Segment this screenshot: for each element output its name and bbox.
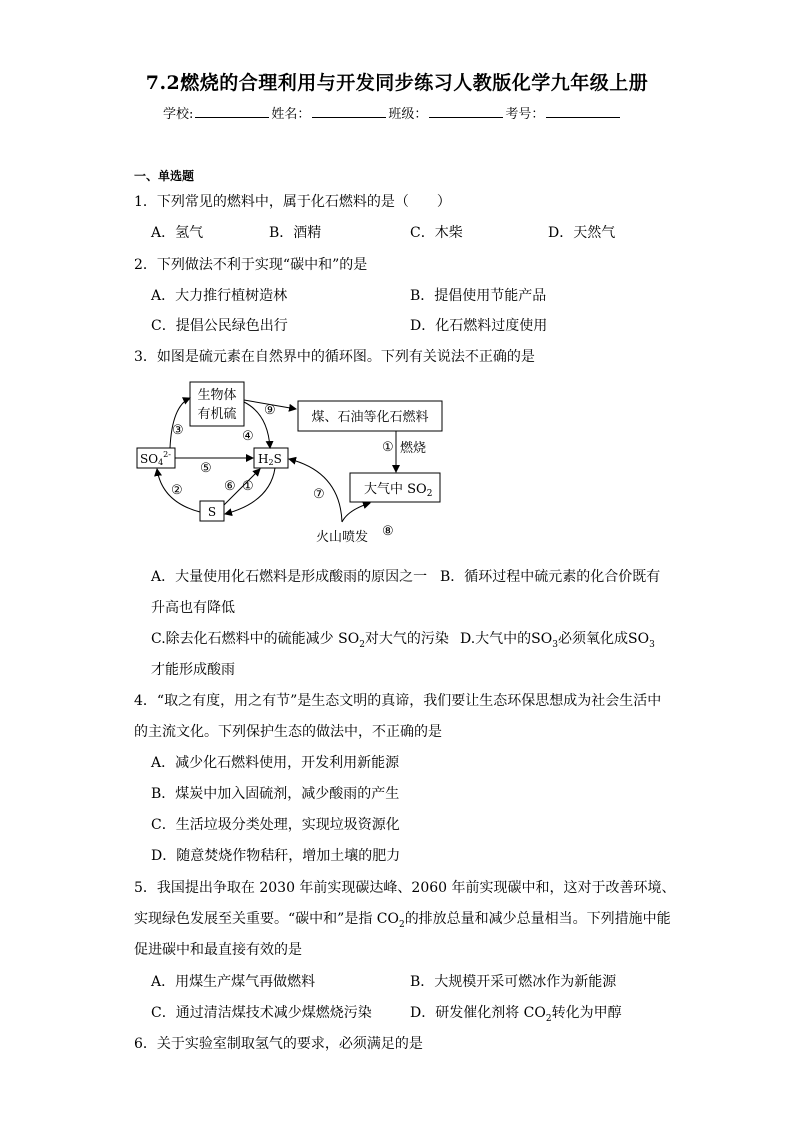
q5-stem-3: 促进碳中和最直接有效的是 — [134, 942, 302, 958]
q5-option-d: D．研发催化剂将 $CO_2$转化为甲醇 — [410, 1005, 622, 1024]
q4-option-b: B．煤炭中加入固硫剂，减少酸雨的产生 — [151, 786, 400, 802]
q4-stem-1: 4．“取之有度，用之有节”是生态文明的真谛，我们要让生态环保思想成为社会生活中 — [134, 693, 662, 709]
sulfur-cycle-diagram — [130, 372, 450, 550]
label-3: ③ — [172, 423, 184, 438]
burn-label: 燃烧 — [400, 441, 427, 456]
q5-stem-1: 5．我国提出争取在 2030 年前实现碳达峰、2060 年前实现碳中和，这对于改善环境、 — [134, 880, 676, 896]
q3-option-b-cont: 升高也有降低 — [151, 600, 235, 616]
q3-option-c: C.除去化石燃料中的硫能减少 $SO_2$对大气的污染 — [151, 631, 449, 650]
q3-option-b: B．循环过程中硫元素的化合价既有 — [440, 569, 661, 585]
label-9: ⑨ — [264, 403, 276, 418]
label-1-left: ① — [242, 479, 254, 494]
atmosphere-so2-label: 大气中 $SO_2$ — [364, 482, 433, 499]
q2-option-b: B．提倡使用节能产品 — [410, 288, 547, 304]
q5-option-c: C．通过清洁煤技术减少煤燃烧污染 — [151, 1005, 372, 1021]
exam-number-blank[interactable] — [546, 104, 620, 118]
q6-stem: 6．关于实验室制取氢气的要求，必须满足的是 — [134, 1036, 423, 1052]
name-label: 姓名： — [271, 107, 311, 122]
sulfate-label: $SO4^{2-}$ — [140, 450, 171, 467]
volcano-label: 火山喷发 — [316, 530, 369, 545]
school-label: 学校: — [163, 107, 194, 122]
q4-option-a: A．减少化石燃料使用，开发利用新能源 — [151, 755, 400, 771]
q1-option-d: D．天然气 — [548, 225, 616, 241]
organic-sulfur-label-2: 有机硫 — [197, 407, 237, 422]
q3-option-d: D.大气中的$SO_3$必须氧化成$SO_3$ — [460, 631, 655, 650]
class-blank[interactable] — [429, 104, 503, 118]
label-7: ⑦ — [313, 487, 325, 502]
label-2: ② — [171, 483, 183, 498]
label-8: ⑧ — [382, 524, 394, 539]
q4-option-d: D．随意焚烧作物秸秆，增加土壤的肥力 — [151, 848, 401, 864]
q5-stem-2: 实现绿色发展至关重要。“碳中和”是指 $CO_2$的排放总量和减少总量相当。下列措施中能 — [134, 911, 671, 930]
name-blank[interactable] — [312, 104, 386, 118]
class-label: 班级： — [388, 107, 428, 122]
q3-stem: 3．如图是硫元素在自然界中的循环图。下列有关说法不正确的是 — [134, 349, 535, 365]
label-4: ④ — [242, 429, 254, 444]
h2s-label: H2S — [258, 452, 282, 467]
sulfur-label: S — [207, 505, 217, 519]
q2-stem: 2．下列做法不利于实现“碳中和”的是 — [134, 257, 368, 273]
label-1-right: ① — [382, 440, 394, 455]
q2-option-c: C．提倡公民绿色出行 — [151, 318, 288, 334]
q1-option-c: C．木柴 — [410, 225, 463, 241]
student-info-line — [163, 103, 622, 122]
q2-option-d: D．化石燃料过度使用 — [410, 318, 548, 334]
organic-sulfur-label-1: 生物体 — [197, 388, 237, 403]
q4-option-c: C．生活垃圾分类处理，实现垃圾资源化 — [151, 817, 400, 833]
q4-stem-2: 的主流文化。下列保护生态的做法中，不正确的是 — [134, 724, 442, 740]
label-6: ⑥ — [224, 479, 236, 494]
q5-option-b: B．大规模开采可燃冰作为新能源 — [410, 974, 617, 990]
q3-option-d-cont: 才能形成酸雨 — [151, 662, 235, 678]
q1-option-b: B．酒精 — [269, 225, 322, 241]
q1-stem: 1．下列常见的燃料中，属于化石燃料的是（ ） — [134, 194, 451, 210]
page-title: 7.2燃烧的合理利用与开发同步练习人教版化学九年级上册 — [145, 72, 649, 94]
label-5: ⑤ — [200, 461, 212, 476]
q3-option-a: A．大量使用化石燃料是形成酸雨的原因之一 — [151, 569, 428, 585]
school-blank[interactable] — [195, 104, 269, 118]
exam-number-label: 考号： — [505, 107, 545, 122]
q5-option-a: A．用煤生产煤气再做燃料 — [151, 974, 316, 990]
q2-option-a: A．大力推行植树造林 — [151, 288, 288, 304]
fossil-fuel-label: 煤、石油等化石燃料 — [311, 410, 429, 425]
arrow-8 — [342, 503, 370, 522]
q1-option-a: A．氢气 — [151, 225, 204, 241]
section-heading: 一、单选题 — [134, 169, 195, 183]
